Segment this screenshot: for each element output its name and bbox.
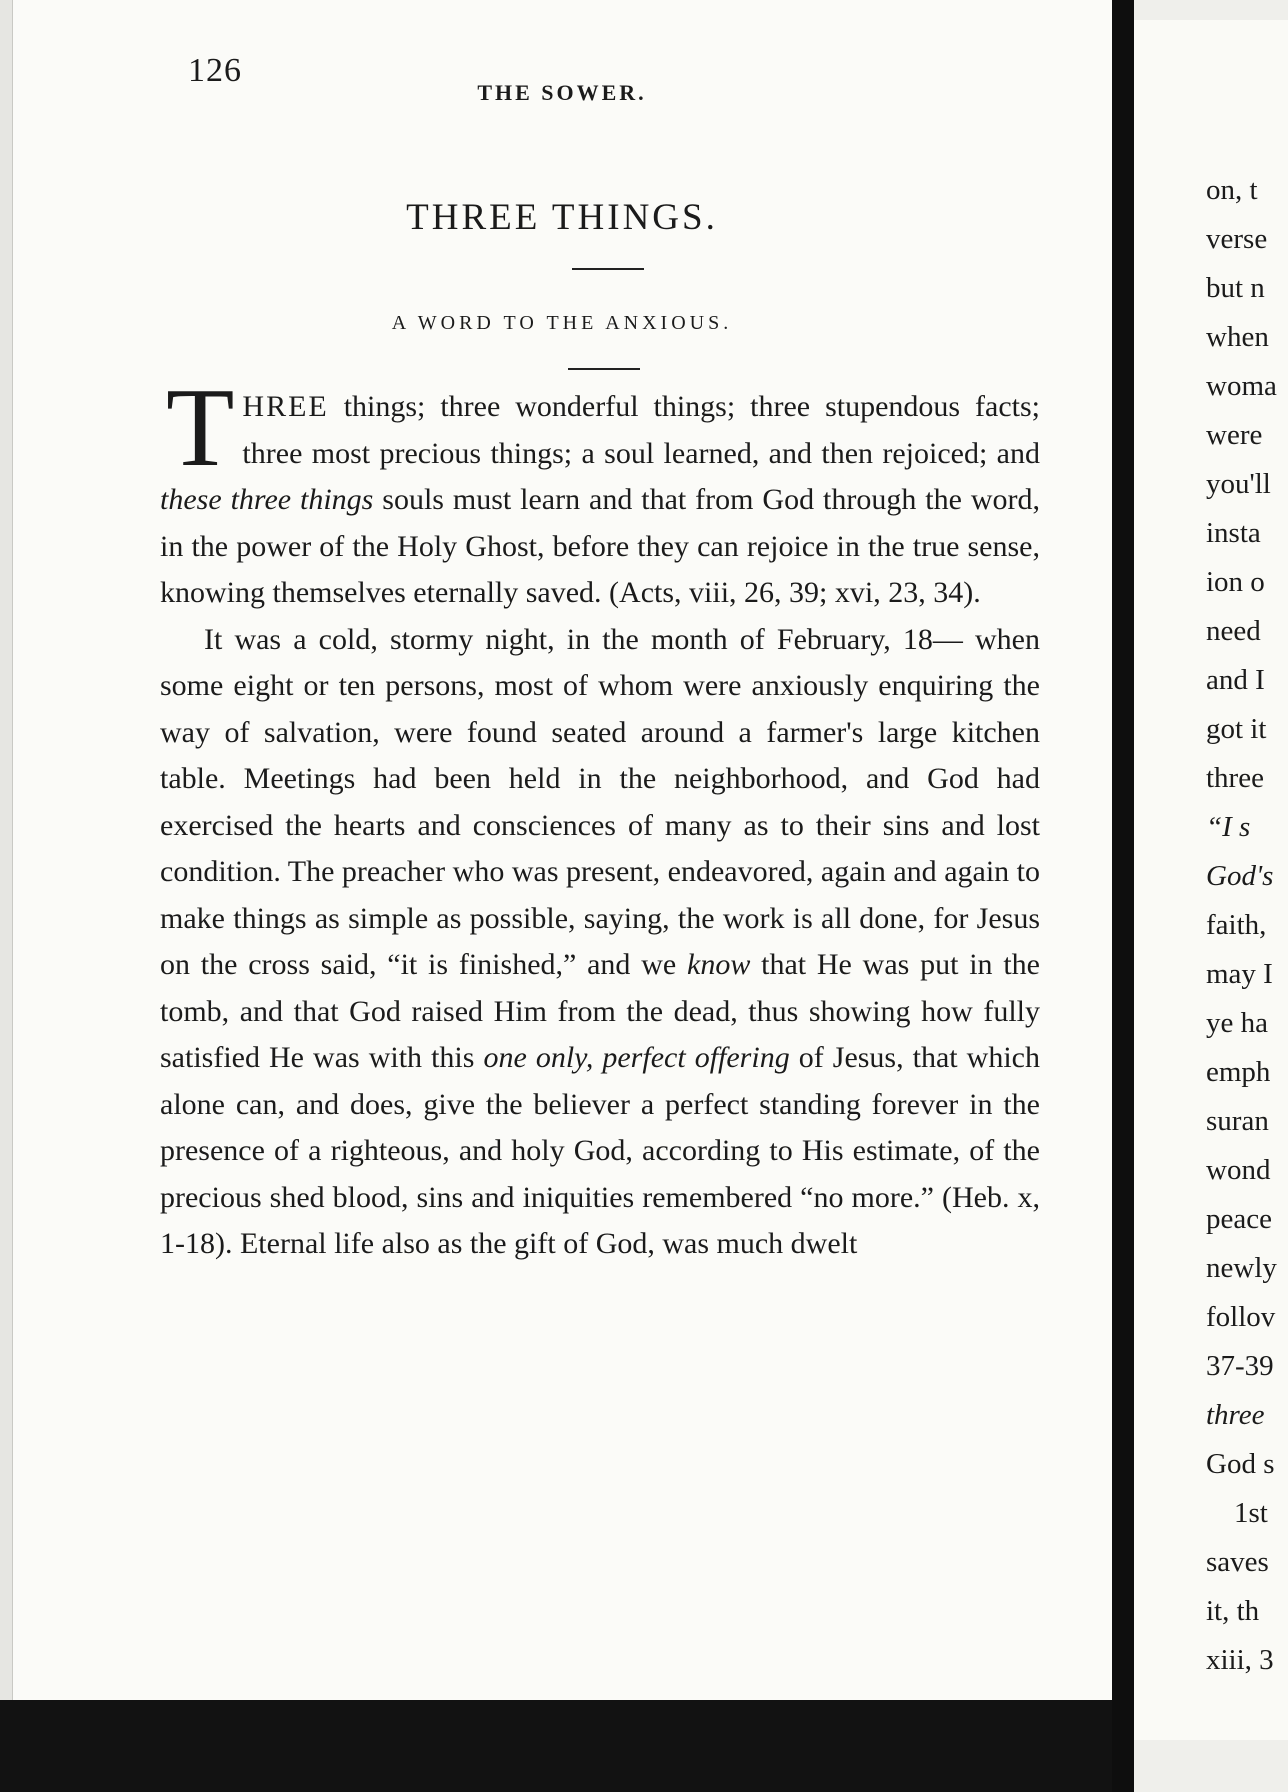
right-page-line: God s xyxy=(1206,1448,1275,1480)
right-page-line: need xyxy=(1206,615,1261,647)
right-page-line: woma xyxy=(1206,370,1277,402)
bottom-shadow xyxy=(0,1700,1112,1792)
lead-word: HREE xyxy=(242,390,329,423)
article-body xyxy=(160,366,1041,1268)
right-page-fragments xyxy=(1206,166,1277,1685)
right-page-line: when xyxy=(1206,321,1269,353)
paragraph-2-text-c: of Jesus, that which alone can, and does, give the believer a perfect standing forever in the presence of a righteous, and holy God, according to His estimate, of the precious shed blood, sins and iniquities remembered “no more.” (Heb. x, 1-18). Eternal life also as the gift of God, was much dwelt xyxy=(160,1041,1040,1260)
right-page-line: got it xyxy=(1206,713,1267,745)
right-page-line: and I xyxy=(1206,664,1265,696)
right-page-line: God's xyxy=(1206,860,1274,892)
right-page-line: saves xyxy=(1206,1546,1269,1578)
right-page-line: three xyxy=(1206,1399,1265,1431)
article-subtitle: A WORD TO THE ANXIOUS. xyxy=(391,312,733,334)
right-page-line: follov xyxy=(1206,1301,1276,1333)
right-page-line: “I s xyxy=(1206,811,1251,843)
right-page-line: 37-39 xyxy=(1206,1350,1274,1382)
right-page-line: on, t xyxy=(1206,174,1258,206)
right-page-line: ye ha xyxy=(1206,1007,1268,1039)
right-page-line: ion o xyxy=(1206,566,1265,598)
right-page-line: newly xyxy=(1206,1252,1277,1284)
paragraph-1-italic: these three things xyxy=(160,483,374,516)
right-page-line: peace xyxy=(1206,1203,1272,1235)
right-page-line: you'll xyxy=(1206,468,1271,500)
right-page-line: faith, xyxy=(1206,909,1267,941)
paragraph-1 xyxy=(160,366,1040,617)
right-page-line: three xyxy=(1206,762,1264,794)
paragraph-2 xyxy=(160,617,1040,1268)
right-page-line: but n xyxy=(1206,272,1265,304)
paragraph-2-text-a: It was a cold, stormy night, in the month of February, 18— when some eight or ten persons, most of whom were anxiously enquiring the way of salvation, were found seated around a farmer's large kitchen table. Meetings had been held in the neighborhood, and God had exercised the hearts and consciences of many as to their sins and lost condition. The preacher who was present, endeavored, again and again to make things as simple as possible, saying, the work is all done, for Jesus on the cross said, “it is finished,” and we xyxy=(160,622,1040,981)
paragraph-2-italic-know: know xyxy=(687,948,751,981)
right-page-line: wond xyxy=(1206,1154,1271,1186)
right-page-line: emph xyxy=(1206,1056,1271,1088)
subtitle-rule xyxy=(568,368,640,370)
paragraph-2-italic-offering: one only, perfect offering xyxy=(483,1041,790,1074)
right-page-line: were xyxy=(1206,419,1263,451)
right-page-line: suran xyxy=(1206,1105,1269,1137)
drop-cap: T xyxy=(166,366,235,490)
right-page-line: xiii, 3 xyxy=(1206,1644,1274,1676)
page-edge xyxy=(0,0,13,1700)
article-title: THREE THINGS. xyxy=(406,197,718,238)
right-page-line: may I xyxy=(1206,958,1273,990)
page-number: 126 xyxy=(188,52,242,89)
right-page-line: it, th xyxy=(1206,1595,1260,1627)
left-page xyxy=(12,0,1112,1700)
paragraph-2-text-b: that He was put in the tomb, and that God raised Him from the dead, thus showing how fully satisfied He was with this xyxy=(160,948,1041,1074)
paragraph-1-text-a: things; three wonderful things; three stupendous facts; three most precious things; a soul learned, and then rejoiced; and xyxy=(242,390,1040,470)
title-rule xyxy=(572,268,644,270)
right-page-line: insta xyxy=(1206,517,1261,549)
book-gutter xyxy=(1112,0,1134,1792)
paragraph-1-text-b: souls must learn and that from God through the word, in the power of the Holy Ghost, before they can rejoice in the true sense, knowing themselves eternally saved. (Acts, viii, 26, 39; xvi, 23, 34). xyxy=(160,483,1040,609)
running-head: THE SOWER. xyxy=(477,80,647,105)
right-page-line: verse xyxy=(1206,223,1268,255)
right-page-line: 1st xyxy=(1234,1497,1268,1529)
